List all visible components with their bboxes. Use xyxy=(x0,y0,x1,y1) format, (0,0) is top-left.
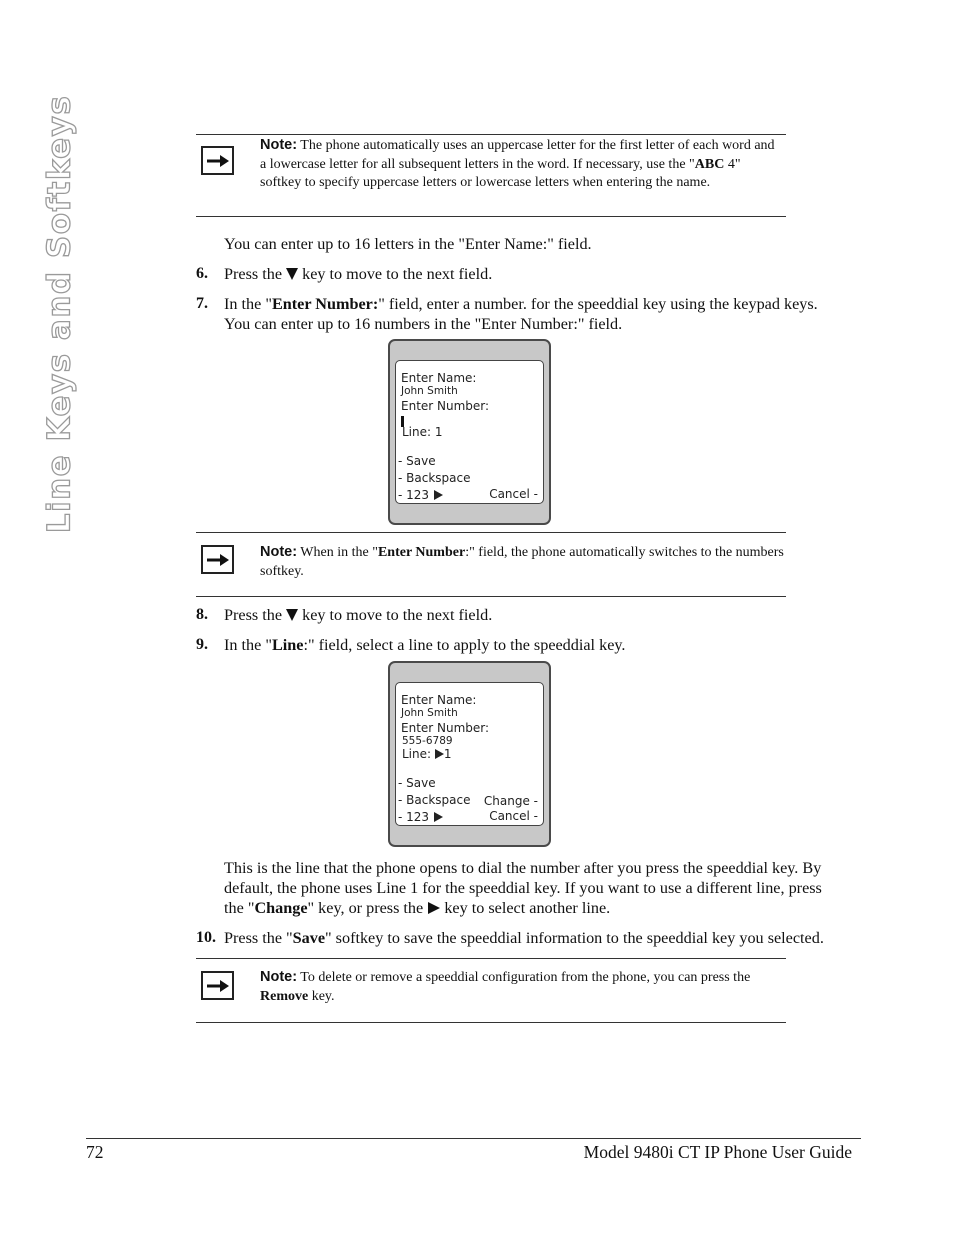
softkey-123-label: - 123 xyxy=(398,488,430,502)
step-text-part: In the " xyxy=(224,295,272,313)
softkey-backspace: - Backspace xyxy=(398,471,471,485)
note-text xyxy=(260,543,784,581)
note-text-part: 4" softkey to specify uppercase letters or lowercase letters when entering the name. xyxy=(260,156,741,191)
note-label: Note: xyxy=(260,137,298,153)
right-arrow-icon xyxy=(435,749,444,759)
line-field xyxy=(402,747,452,761)
softkey-backspace: - Backspace xyxy=(398,793,471,807)
note-label: Note: xyxy=(260,969,298,985)
note-text-part: The phone automatically uses an uppercase letter for the first letter of each word and a lowercase letter for all subsequent letters in the word. If necessary, use the " xyxy=(260,138,775,172)
softkey-change: Change - xyxy=(483,794,538,808)
step-6-text xyxy=(224,264,492,284)
step-number: 7. xyxy=(196,295,208,312)
step-number: 6. xyxy=(196,265,208,282)
phone-screen-illustration-1 xyxy=(388,339,551,525)
note-bold-term: Remove xyxy=(260,988,309,1004)
note-box-uppercase xyxy=(196,134,786,217)
step-text-part: key to move to the next field. xyxy=(298,265,493,283)
note-text-part: When in the " xyxy=(297,545,378,560)
softkey-cancel: Cancel - xyxy=(489,809,538,823)
softkey-123 xyxy=(398,810,443,824)
step-text-part: :" field, select a line to apply to the speeddial key. xyxy=(303,636,626,654)
enter-name-value: John Smith xyxy=(401,385,458,397)
step-text-part: Press the " xyxy=(224,929,293,947)
line-value: 1 xyxy=(443,747,452,761)
note-box-numbers-softkey xyxy=(196,532,786,597)
softkey-save: - Save xyxy=(398,454,436,468)
enter-number-value: 555-6789 xyxy=(402,735,453,747)
note-label: Note: xyxy=(260,544,298,560)
line-label: Line: xyxy=(402,747,435,761)
paragraph-text-part: key to select another line. xyxy=(440,899,611,917)
section-side-title-text: Line Keys and Softkeys xyxy=(41,94,77,534)
step-text-part: Press the xyxy=(224,265,287,283)
step-7-text xyxy=(224,294,818,314)
paragraph-bold-term: Change xyxy=(254,899,308,917)
enter-number-label: Enter Number: xyxy=(401,399,490,413)
step-text-part: " field, enter a number. for the speeddial key using the keypad keys. xyxy=(378,295,818,313)
step-text-part: " softkey to save the speeddial information to the speeddial key you selected. xyxy=(325,929,824,947)
note-arrow-icon xyxy=(201,146,234,175)
softkey-123 xyxy=(398,488,443,502)
step-9-text xyxy=(224,635,625,655)
enter-name-value: John Smith xyxy=(401,707,458,719)
softkey-123-label: - 123 xyxy=(398,810,430,824)
enter-number-label: Enter Number: xyxy=(401,721,490,735)
note-arrow-icon xyxy=(201,545,234,574)
step-10-text xyxy=(224,928,824,948)
softkey-save: - Save xyxy=(398,776,436,790)
footer-rule xyxy=(86,1138,861,1139)
paragraph-text-part: " key, or press the xyxy=(307,899,428,917)
step-number: 10. xyxy=(196,929,216,946)
note-text-part: key. xyxy=(308,988,335,1004)
note-text xyxy=(260,136,784,193)
step-number: 8. xyxy=(196,606,208,623)
softkey-cancel: Cancel - xyxy=(489,487,538,501)
paragraph-line-line2: default, the phone uses Line 1 for the speeddial key. If you want to use a different line, press xyxy=(224,879,822,897)
step-bold-term: Save xyxy=(292,929,326,947)
step-8-text xyxy=(224,605,492,625)
paragraph-name-limit: You can enter up to 16 letters in the "Enter Name:" field. xyxy=(224,235,592,253)
paragraph-line-line1: This is the line that the phone opens to dial the number after you press the speeddial key. By xyxy=(224,859,822,877)
note-box-remove xyxy=(196,958,786,1023)
phone-display xyxy=(395,682,544,826)
note-bold-term: Enter Number xyxy=(377,545,466,560)
step-text-part: key to move to the next field. xyxy=(298,606,493,624)
step-text-part: Press the xyxy=(224,606,287,624)
enter-name-label: Enter Name: xyxy=(401,693,477,707)
right-arrow-icon xyxy=(433,812,443,822)
enter-name-label: Enter Name: xyxy=(401,371,477,385)
right-arrow-key-icon xyxy=(427,902,440,914)
step-bold-term: Enter Number: xyxy=(271,295,379,313)
down-arrow-key-icon xyxy=(286,267,298,281)
step-7-text-line2: You can enter up to 16 numbers in the "Enter Number:" field. xyxy=(224,315,623,333)
guide-title: Model 9480i CT IP Phone User Guide xyxy=(583,1142,852,1162)
step-bold-term: Line xyxy=(271,636,304,654)
note-text-part: To delete or remove a speeddial configuration from the phone, you can press the xyxy=(297,970,751,985)
note-text-part: :" field, the phone automatically switches to the numbers softkey. xyxy=(260,545,784,579)
page-number: 72 xyxy=(86,1142,104,1162)
step-number: 9. xyxy=(196,636,208,653)
phone-screen-illustration-2 xyxy=(388,661,551,847)
note-bold-term: ABC xyxy=(694,156,725,172)
section-side-title xyxy=(38,94,80,534)
paragraph-text-part: the " xyxy=(224,899,255,917)
phone-display xyxy=(395,360,544,504)
note-text xyxy=(260,968,784,1006)
down-arrow-key-icon xyxy=(286,608,298,622)
right-arrow-icon xyxy=(433,490,443,500)
note-arrow-icon xyxy=(201,971,234,1000)
line-field: Line: 1 xyxy=(402,425,443,439)
paragraph-line-line3 xyxy=(224,898,610,918)
step-text-part: In the " xyxy=(224,636,272,654)
